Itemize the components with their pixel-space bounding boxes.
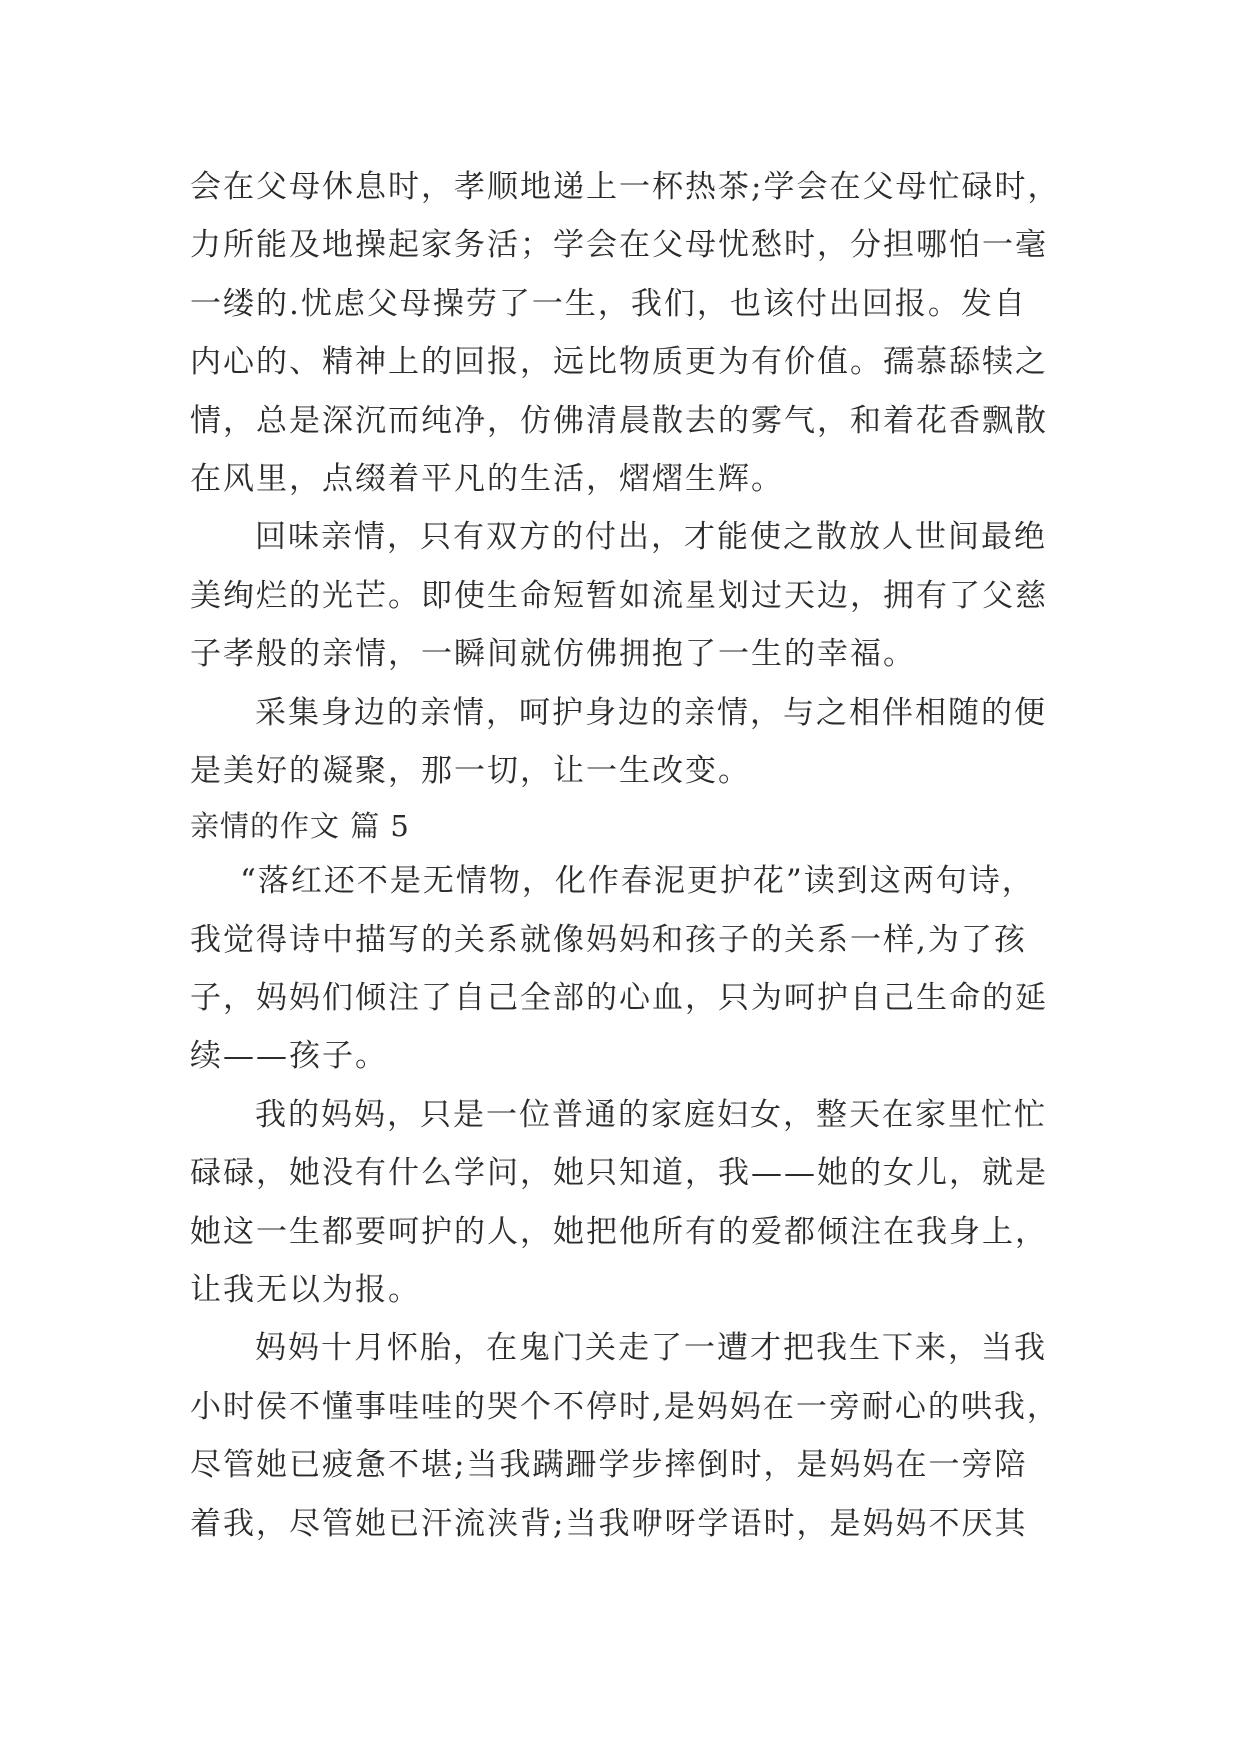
text-line: 是美好的凝聚，那一切，让一生改变。 bbox=[190, 752, 751, 789]
text-line: 我觉得诗中描写的关系就像妈妈和孩子的关系一样,为了孩 bbox=[190, 921, 1027, 958]
text-line: 美绚烂的光芒。即使生命短暂如流星划过天边，拥有了父慈 bbox=[190, 577, 1048, 614]
text-line: 子孝般的亲情，一瞬间就仿佛拥抱了一生的幸福。 bbox=[190, 636, 916, 673]
text-line: 力所能及地操起家务活；学会在父母忧愁时，分担哪怕一毫 bbox=[190, 227, 1048, 264]
paragraph-start-line: 回味亲情，只有双方的付出，才能使之散放人世间最绝 bbox=[255, 519, 1047, 556]
paragraph-start-line: 我的妈妈，只是一位普通的家庭妇女，整天在家里忙忙 bbox=[255, 1096, 1047, 1133]
text-line: 着我，尽管她已汗流浃背;当我咿呀学语时，是妈妈不厌其 bbox=[190, 1505, 1028, 1542]
document-body bbox=[190, 158, 1070, 1553]
text-line: 小时侯不懂事哇哇的哭个不停时,是妈妈在一旁耐心的哄我， bbox=[190, 1388, 1060, 1425]
paragraph-start-line: 妈妈十月怀胎，在鬼门关走了一遭才把我生下来，当我 bbox=[255, 1330, 1047, 1367]
paragraph-start-line: 采集身边的亲情，呵护身边的亲情，与之相伴相随的便 bbox=[255, 694, 1047, 731]
text-line: 会在父母休息时，孝顺地递上一杯热茶;学会在父母忙碌时， bbox=[190, 169, 1061, 205]
text-line: 情，总是深沉而纯净，仿佛清晨散去的雾气，和着花香飘散 bbox=[190, 402, 1048, 439]
text-line: 让我无以为报。 bbox=[190, 1272, 421, 1309]
text-line: 尽管她已疲惫不堪;当我蹒跚学步摔倒时，是妈妈在一旁陪 bbox=[190, 1447, 1028, 1484]
text-line: 一缕的.忧虑父母操劳了一生，我们，也该付出回报。发自 bbox=[190, 285, 1027, 322]
text-line: 她这一生都要呵护的人，她把他所有的爱都倾注在我身上， bbox=[190, 1213, 1048, 1250]
text-line: 碌碌，她没有什么学问，她只知道，我——她的女儿，就是 bbox=[190, 1155, 1048, 1192]
text-line: 子，妈妈们倾注了自己全部的心血，只为呵护自己生命的延 bbox=[190, 980, 1048, 1017]
text-line: 续——孩子。 bbox=[190, 1038, 388, 1075]
text-line: 在风里，点缀着平凡的生活，熠熠生辉。 bbox=[190, 460, 784, 497]
text-line: 内心的、精神上的回报，远比物质更为有价值。孺慕舔犊之 bbox=[190, 344, 1048, 381]
section-heading: 亲情的作文 篇 5 bbox=[190, 809, 410, 844]
paragraph-start-line: “落红还不是无情物，化作春泥更护花”读到这两句诗， bbox=[240, 863, 1035, 900]
